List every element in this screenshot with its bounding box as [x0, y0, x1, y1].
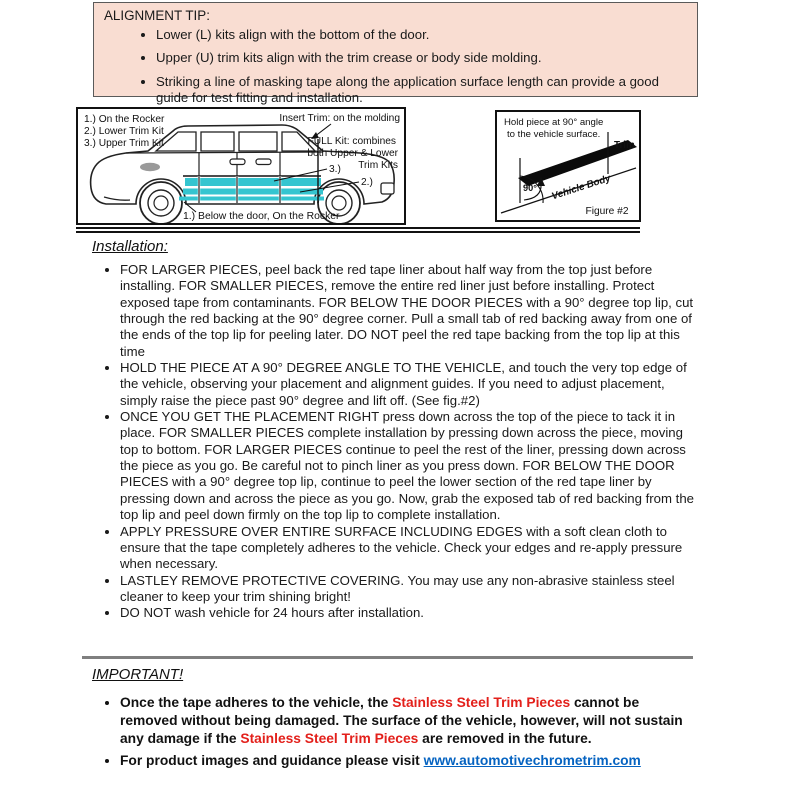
installation-step: • ONCE YOU GET THE PLACEMENT RIGHT press down across the top of the piece to tack it in place. FOR SMALLER PIECES complete installation by pressing down across the piece, moving top to bottom. FOR LARGER PIECES continue to peel the rest of the liner, pressing down across the piece as you go. Be careful not to pinch liner as you press down. FOR BELOW THE DOOR PIECES with a 90° degree top lip, continue to peel the lower section of the red tape liner by pressing down and across the piece as you go. Now, grab the exposed tab of red backing from the top lip and peel down firmly on the top lip to complete installation.: [120, 409, 695, 523]
trim-label: Trim: [614, 140, 635, 151]
installation-step: • LASTLEY REMOVE PROTECTIVE COVERING. You may use any non-abrasive stainless steel cleaner to keep your trim shining bright!: [120, 573, 695, 606]
installation-heading: Installation:: [92, 238, 168, 255]
door-handle: [230, 159, 245, 165]
alignment-tip-title: ALIGNMENT TIP:: [104, 8, 210, 23]
alignment-tip-item: • Upper (U) trim kits align with the trim crease or body side molding.: [156, 50, 686, 66]
alignment-tip-item: • Striking a line of masking tape along the application surface length can provide a good guide for test fitting and installation.: [156, 74, 686, 107]
full-kit-note-1: FULL Kit: combines: [307, 136, 396, 147]
side-marker: [140, 163, 160, 171]
important-note-text: are removed in the future.: [418, 731, 592, 747]
installation-step: • APPLY PRESSURE OVER ENTIRE SURFACE INCLUDING EDGES with a soft clean cloth to ensure that the tape completely adheres to the vehicle. Check your edges and re-apply pressure when necessary.: [120, 524, 695, 573]
rear-bumper-cap: [381, 183, 394, 194]
important-note: [120, 752, 698, 770]
car-illustration: [78, 109, 404, 223]
website-link[interactable]: www.automotivechrometrim.com: [423, 752, 641, 768]
door-handle: [256, 159, 271, 165]
stainless-steel-trim-highlight: Stainless Steel Trim Pieces: [392, 695, 571, 710]
legend-line-2: 2.) Lower Trim Kit: [84, 126, 164, 137]
vehicle-body-label: Vehicle Body: [550, 172, 613, 203]
angle-label: 90°: [523, 183, 537, 193]
rear-window: [239, 132, 277, 151]
figure2-caption-2: to the vehicle surface.: [507, 129, 601, 140]
callout-2-label: 2.): [361, 177, 373, 188]
alignment-tip-item: • Lower (L) kits align with the bottom of the door.: [156, 27, 686, 43]
legend-line-1: 1.) On the Rocker: [84, 114, 165, 125]
car-trim-diagram: [76, 107, 406, 225]
full-kit-note-2: both Upper & Lower: [307, 148, 398, 159]
installation-step: • DO NOT wash vehicle for 24 hours after installation.: [120, 605, 695, 621]
important-note-text: For product images and guidance please visit: [120, 752, 424, 768]
installation-list: [0, 262, 695, 622]
important-section-divider: [82, 656, 693, 659]
front-wheel: [140, 182, 182, 223]
figure2-illustration: [497, 112, 639, 220]
rocker-callout-label: 1.) Below the door, On the Rocker: [183, 211, 340, 222]
important-note: [120, 694, 698, 749]
important-note-text: cannot be removed without being damaged. The surface of the vehicle, however, will not sustain any damage if the: [120, 695, 683, 747]
upper-trim-stripe: [185, 178, 321, 186]
alignment-tip-box: [93, 2, 698, 106]
important-note-text: Once the tape adheres to the vehicle, the: [120, 695, 393, 710]
important-heading: IMPORTANT!: [92, 666, 184, 683]
insert-trim-note: Insert Trim: on the molding: [279, 113, 400, 124]
legend-line-3: 3.) Upper Trim Kit: [84, 138, 164, 149]
figure-number-label: Figure #2: [585, 206, 629, 217]
figure2-caption-1: Hold piece at 90° angle: [504, 117, 604, 128]
callout-3-label: 3.): [329, 164, 341, 175]
important-list: [0, 694, 698, 773]
stainless-steel-trim-highlight: Stainless Steel Trim Pieces: [240, 731, 419, 747]
figure2-diagram: [495, 110, 641, 222]
diagram-section-divider: [76, 227, 640, 233]
full-kit-note-3: Trim Kits: [358, 160, 398, 171]
alignment-tip-list: [94, 27, 694, 114]
rocker-trim-stripe: [179, 197, 324, 201]
installation-step: • HOLD THE PIECE AT A 90° DEGREE ANGLE TO THE VEHICLE, and touch the very top edge of the vehicle, observing your placement and alignment guides. If you need to adjust placement, simply raise the piece past 90° degree and lift off. (See fig.#2): [120, 360, 695, 409]
installation-step: • FOR LARGER PIECES, peel back the red tape liner about half way from the top just before installing. FOR SMALLER PIECES, remove the entire red liner just before installing. Protect exposed tape from contaminants. FOR BELOW THE DOOR PIECES with a 90° degree top lip, cut through the red backing at the 90° degree corner. Pull a small tab of red backing away from one of the ends of the top lip for peeling later. DO NOT peel the red tape backing from the top lip at this time: [120, 262, 695, 360]
rear-door-window: [201, 132, 234, 151]
